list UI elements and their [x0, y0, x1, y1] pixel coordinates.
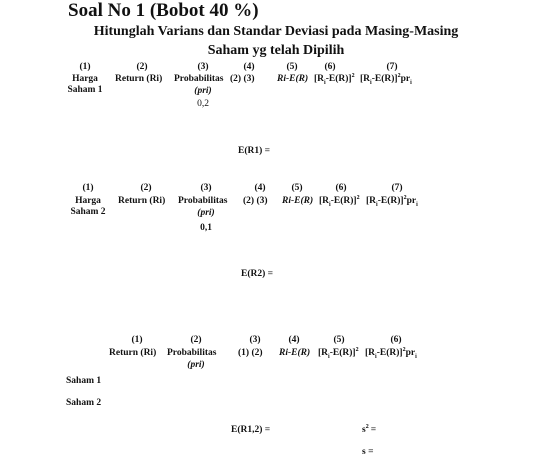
- expected-return-portfolio: E(R1,2) =: [231, 425, 271, 435]
- col-num-2: (2): [190, 335, 202, 345]
- col-num-1: (1): [82, 183, 94, 193]
- header-col12: (1) (2): [238, 348, 263, 358]
- header-pri: (pri): [197, 208, 215, 218]
- expected-return-1: E(R1) =: [238, 146, 271, 156]
- col-num-5: (5): [333, 335, 345, 345]
- row-saham-1: Saham 1: [66, 376, 102, 386]
- header-return: Return (Ri): [115, 74, 163, 84]
- col-num-7: (7): [386, 62, 398, 72]
- header-col23: (2) (3): [230, 74, 255, 84]
- header-harga: Harga: [75, 196, 101, 206]
- col-num-3: (3): [249, 335, 261, 345]
- col-num-4: (4): [254, 183, 266, 193]
- variance-label: $s^2$ =: [362, 423, 377, 435]
- col-num-4: (4): [243, 62, 255, 72]
- header-col23: (2) (3): [243, 196, 268, 206]
- header-weighted-dev: $[R_i-E(R)]^2pr_i$: [366, 194, 418, 208]
- header-return: Return (Ri): [118, 196, 166, 206]
- header-pri: (pri): [194, 86, 212, 96]
- header-probabilitas: Probabilitas: [167, 348, 217, 358]
- col-num-5: (5): [291, 183, 303, 193]
- prob-value-2: 0,1: [200, 223, 212, 233]
- header-saham-2: Saham 2: [70, 207, 106, 217]
- col-num-4: (4): [288, 335, 300, 345]
- prob-value-1: 0,2: [197, 99, 209, 109]
- header-squared-dev: $[R_i-E(R)]^2$: [318, 346, 359, 360]
- header-ri-er: Ri-E(R): [279, 348, 311, 358]
- page-subtitle: Hitunglah Varians dan Standar Deviasi pada Masing-Masing Saham yg telah Dipilih: [93, 24, 459, 58]
- col-num-1: (1): [131, 335, 143, 345]
- header-pri: (pri): [187, 360, 205, 370]
- header-ri-er: Ri-E(R): [282, 196, 314, 206]
- header-probabilitas: Probabilitas: [178, 196, 228, 206]
- header-weighted-dev: $[R_i-E(R)]^2pr_i$: [365, 346, 417, 360]
- stdev-label: s =: [362, 447, 374, 457]
- header-return: Return (Ri): [109, 348, 157, 358]
- header-squared-dev: $[R_i-E(R)]^2$: [314, 72, 355, 86]
- col-num-3: (3): [197, 62, 209, 72]
- header-saham-1: Saham 1: [67, 85, 103, 95]
- page-title: Soal No 1 (Bobot 40 %): [68, 0, 259, 21]
- col-num-2: (2): [140, 183, 152, 193]
- col-num-6: (6): [390, 335, 402, 345]
- col-num-1: (1): [79, 62, 91, 72]
- col-num-6: (6): [335, 183, 347, 193]
- col-num-5: (5): [286, 62, 298, 72]
- col-num-2: (2): [136, 62, 148, 72]
- header-weighted-dev: $[R_i-E(R)]^2pr_i$: [360, 72, 412, 86]
- header-ri-er: Ri-E(R): [277, 74, 309, 84]
- col-num-7: (7): [391, 183, 403, 193]
- header-harga: Harga: [72, 74, 98, 84]
- expected-return-2: E(R2) =: [241, 269, 274, 279]
- row-saham-2: Saham 2: [66, 398, 102, 408]
- col-num-3: (3): [200, 183, 212, 193]
- header-squared-dev: $[R_i-E(R)]^2$: [319, 194, 360, 208]
- header-probabilitas: Probabilitas: [174, 74, 224, 84]
- col-num-6: (6): [324, 62, 336, 72]
